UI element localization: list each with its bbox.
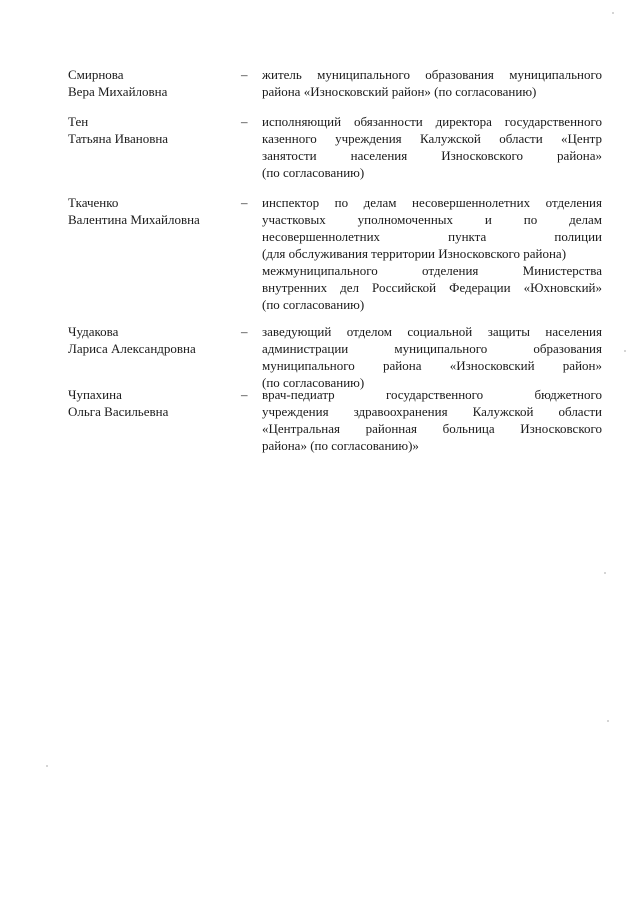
description-line: врач-педиатр государственного бюджетного: [262, 387, 602, 402]
description-line: района «Износковский район» (по согласованию): [262, 84, 537, 99]
member-surname: Чупахина: [68, 387, 122, 402]
scan-speck: [604, 572, 606, 574]
description-line: района» (по согласованию)»: [262, 438, 419, 453]
member-name: [68, 113, 233, 147]
scan-speck: [612, 12, 614, 14]
member-given-names: Валентина Михайловна: [68, 212, 200, 227]
scan-speck: [624, 350, 626, 352]
member-description: [262, 386, 602, 454]
member-description: [262, 323, 602, 391]
dash-separator: –: [241, 387, 248, 402]
dash-separator: –: [241, 324, 248, 339]
description-line: инспектор по делам несовершеннолетних отделения: [262, 195, 602, 210]
member-name: [68, 194, 233, 228]
member-surname: Тен: [68, 114, 89, 129]
member-name: [68, 386, 233, 420]
description-line: «Центральная районная больница Износковского: [262, 421, 602, 436]
dash-separator: –: [241, 67, 248, 82]
member-given-names: Татьяна Ивановна: [68, 131, 169, 146]
dash-separator: –: [241, 114, 248, 129]
description-line: межмуниципального отделения Министерства: [262, 263, 602, 278]
scan-speck: [607, 720, 609, 722]
description-line: (по согласованию): [262, 375, 365, 390]
description-line: несовершеннолетних пункта полиции: [262, 229, 602, 244]
description-line: администрации муниципального образования: [262, 341, 602, 356]
description-line: внутренних дел Российской Федерации «Юхновский»: [262, 280, 602, 295]
member-description: [262, 194, 602, 313]
description-line: заведующий отделом социальной защиты населения: [262, 324, 602, 339]
scan-speck: [46, 765, 48, 767]
description-line: учреждения здравоохранения Калужской области: [262, 404, 602, 419]
member-surname: Ткаченко: [68, 195, 119, 210]
member-description: [262, 66, 602, 100]
description-line: участковых уполномоченных и по делам: [262, 212, 602, 227]
description-line: казенного учреждения Калужской области «Центр: [262, 131, 602, 146]
member-given-names: Лариса Александровна: [68, 341, 196, 356]
member-name: [68, 323, 233, 357]
description-line: житель муниципального образования муниципального: [262, 67, 602, 82]
description-line: (для обслуживания территории Износковского района): [262, 246, 567, 261]
description-line: (по согласованию): [262, 165, 365, 180]
dash-separator: –: [241, 195, 248, 210]
description-line: исполняющий обязанности директора государственного: [262, 114, 602, 129]
description-line: (по согласованию): [262, 297, 365, 312]
member-surname: Чудакова: [68, 324, 119, 339]
member-name: [68, 66, 233, 100]
member-given-names: Вера Михайловна: [68, 84, 168, 99]
description-line: муниципального района «Износковский район»: [262, 358, 602, 373]
description-line: занятости населения Износковского района»: [262, 148, 602, 163]
member-description: [262, 113, 602, 181]
member-surname: Смирнова: [68, 67, 124, 82]
member-given-names: Ольга Васильевна: [68, 404, 169, 419]
